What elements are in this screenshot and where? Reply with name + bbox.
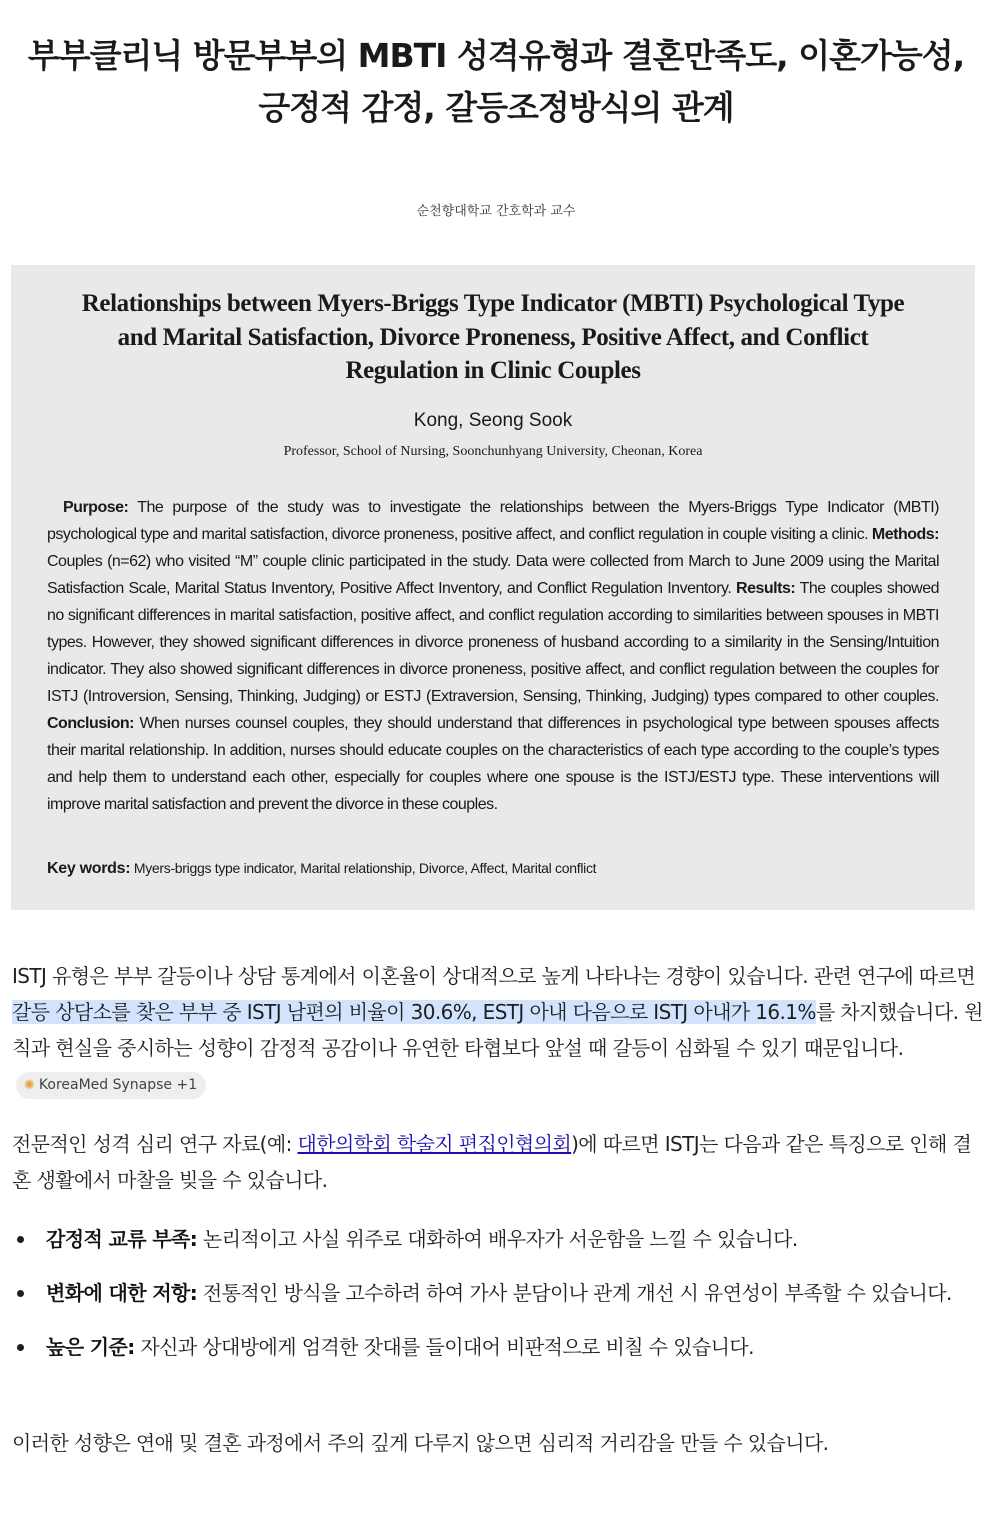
answer-p2-text: 전문적인 성격 심리 연구 자료(예:	[12, 1132, 298, 1156]
answer-p2-text-continued: )에 따르면 ISTJ는 다음과 같은 특징으로 인해 결혼 생활에서 마찰을 빚을 수 있습니다.	[12, 1132, 972, 1192]
source-chip-label: KoreaMed Synapse +1	[38, 1077, 198, 1093]
english-title	[41, 287, 945, 388]
conclusion-label: Conclusion:	[47, 715, 134, 732]
conclusion-text: When nurses counsel couples, they should understand that differences in psychological type between spouses affects their marital relationship. In addition, nurses should educate couples on the characteristics of each type according to the couple’s types and help them to understand each other, especially for couples where one spouse is the ISTJ/ESTJ type. These interventions will improve marital satisfaction and prevent the divorce in these couples.	[47, 715, 939, 813]
bullet-icon	[17, 1290, 24, 1297]
korean-title-line-1: 부부클리닉 방문부부의 MBTI 성격유형과 결혼만족도, 이혼가능성,	[27, 36, 965, 75]
keywords	[47, 860, 939, 878]
english-title-line-2: and Marital Satisfaction, Divorce Proneness, Positive Affect, and Conflict	[117, 323, 869, 351]
answer-paragraph-1	[12, 958, 984, 1102]
source-chip[interactable]	[16, 1072, 206, 1099]
bullet-icon	[17, 1344, 24, 1351]
methods-label: Methods:	[871, 526, 939, 543]
english-title-line-3: Regulation in Clinic Couples	[345, 357, 641, 384]
methods-text: Couples (n=62) who visited “M” couple clinic participated in the study. Data were collected from March to June 2009 using the Marital Satisfaction Scale, Marital Status Inventory, Positive Affect Inventory, and Conflict Regulation Inventory.	[47, 553, 939, 597]
abstract-text	[47, 494, 939, 818]
list-item	[12, 1275, 984, 1311]
answer-p1-text-continued: 를 차지했습니다. 원칙과 현실을 중시하는 성향이 감정적 공감이나 유연한 타협보다 앞설 때 갈등이 심화될 수 있기 때문입니다.	[12, 1000, 983, 1060]
author-affiliation: Professor, School of Nursing, Soonchunhyang University, Cheonan, Korea	[283, 444, 703, 459]
korean-affiliation: 순천향대학교 간호학과 교수	[416, 204, 576, 219]
author-name: Kong, Seong Sook	[413, 410, 573, 431]
keywords-label: Key words:	[47, 860, 131, 877]
trait-list	[12, 1221, 984, 1383]
purpose-label: Purpose:	[63, 499, 129, 516]
list-item-label: 감정적 교류 부족:	[46, 1227, 198, 1251]
list-item-text: 논리적이고 사실 위주로 대화하여 배우자가 서운함을 느낄 수 있습니다.	[197, 1227, 798, 1251]
answer-p1-text: ISTJ 유형은 부부 갈등이나 상담 통계에서 이혼율이 상대적으로 높게 나타나는 경향이 있습니다. 관련 연구에 따르면	[12, 964, 976, 988]
answer-paragraph-3: 이러한 성향은 연애 및 결혼 과정에서 주의 깊게 다루지 않으면 심리적 거리감을 만들 수 있습니다.	[12, 1431, 829, 1455]
list-item	[12, 1329, 984, 1365]
list-item-label: 높은 기준:	[46, 1335, 135, 1359]
source-link[interactable]: 대한의학회 학술지 편집인협의회	[297, 1132, 572, 1156]
results-label: Results:	[736, 580, 796, 597]
highlighted-citation-text[interactable]: 갈등 상담소를 찾은 부부 중 ISTJ 남편의 비율이 30.6%, ESTJ 아내 다음으로 ISTJ 아내가 16.1%	[12, 1000, 816, 1024]
list-item-label: 변화에 대한 저항:	[46, 1281, 198, 1305]
purpose-text: The purpose of the study was to investigate the relationships between the Myers-Briggs Type Indicator (MBTI) psychological type and marital satisfaction, divorce proneness, positive affect, and conflict regulation in couple visiting a clinic.	[47, 499, 939, 543]
abstract-box	[11, 265, 975, 910]
bullet-icon	[17, 1236, 24, 1243]
answer-paragraph-2	[12, 1126, 984, 1198]
paper-korean-title	[0, 30, 992, 134]
list-item-text: 자신과 상대방에게 엄격한 잣대를 들이대어 비판적으로 비칠 수 있습니다.	[134, 1335, 754, 1359]
source-logo-icon: ✺	[24, 1078, 35, 1093]
list-item	[12, 1221, 984, 1257]
english-title-line-1: Relationships between Myers-Briggs Type Indicator (MBTI) Psychological Type	[81, 290, 905, 317]
keywords-text: Myers-briggs type indicator, Marital relationship, Divorce, Affect, Marital conflict	[130, 860, 597, 876]
results-text: The couples showed no significant differences in marital satisfaction, positive affect, and conflict regulation according to similarities between spouses in MBTI types. However, they showed significant differences in divorce proneness of husband according to a similarity in the Sensing/Intuition indicator. They also showed significant differences in divorce proneness, positive affect, and conflict regulation between the couples for ISTJ (Introversion, Sensing, Thinking, Judging) or ESTJ (Extraversion, Sensing, Thinking, Judging) types compared to other couples.	[47, 580, 939, 705]
list-item-text: 전통적인 방식을 고수하려 하여 가사 분담이나 관계 개선 시 유연성이 부족할 수 있습니다.	[197, 1281, 952, 1305]
korean-title-line-2: 긍정적 감정, 갈등조정방식의 관계	[258, 88, 734, 127]
